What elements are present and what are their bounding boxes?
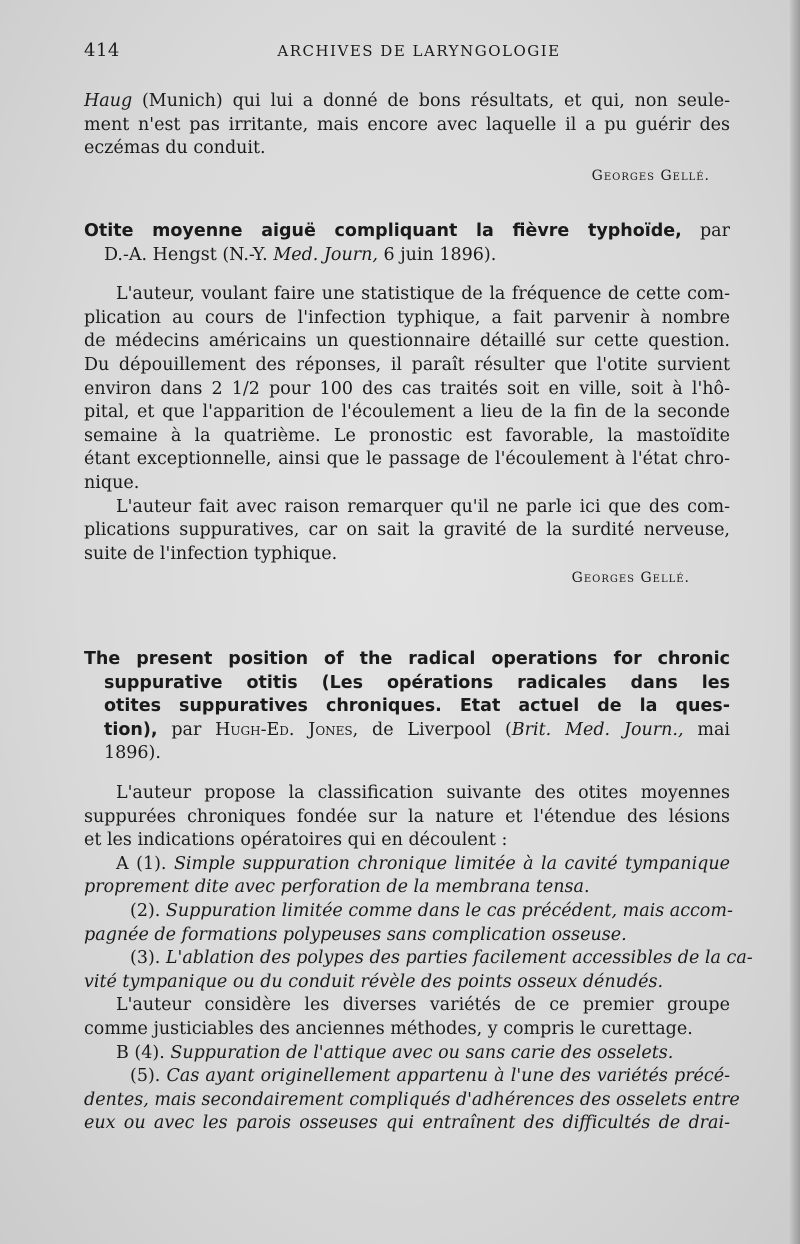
text-line: environ dans 2 1/2 pour 100 des cas traités soit en ville, soit à l'hô- bbox=[84, 378, 730, 399]
text-line: et les indications opératoires qui en découlent : bbox=[84, 830, 508, 851]
text-line: de médecins américains un questionnaire détaillé sur cette question. bbox=[84, 331, 730, 352]
page-number: 414 bbox=[84, 40, 120, 61]
article-radical-operations bbox=[84, 648, 753, 1136]
text-line: nique. bbox=[84, 472, 140, 493]
article-title-line: suppurative otitis (Les opérations radicales dans les bbox=[104, 672, 730, 693]
text-line: semaine à la quatrième. Le pronostic est favorable, la mastoïdite bbox=[84, 425, 730, 446]
previous-review-tail bbox=[84, 90, 730, 188]
page-edge-shadow bbox=[790, 0, 800, 1244]
article-title-line: 1896). bbox=[104, 743, 161, 764]
text-line: Du dépouillement des réponses, il paraît résulter que l'otite survient bbox=[84, 354, 730, 375]
classification-item: (5). Cas ayant originellement appartenu à l'une des variétés précé- bbox=[130, 1066, 730, 1087]
text-line: comme justiciables des anciennes méthodes, y compris le curettage. bbox=[84, 1018, 693, 1039]
text-line: L'auteur, voulant faire une statistique de la fréquence de cette com- bbox=[116, 284, 730, 305]
text-line: suppurées chroniques fondée sur la nature et l'étendue des lésions bbox=[84, 806, 730, 827]
text-line: L'auteur fait avec raison remarquer qu'il ne parle ici que des com- bbox=[116, 496, 730, 517]
text-line: ment n'est pas irritante, mais encore avec laquelle il a pu guérir des bbox=[84, 114, 730, 135]
article-byline: D.-A. Hengst (N.-Y. Med. Journ, 6 juin 1896). bbox=[104, 244, 497, 265]
text-line: plication au cours de l'infection typhique, a fait parvenir à nombre bbox=[84, 307, 730, 328]
article-otite-typhoide bbox=[84, 220, 730, 590]
article-title-line: The present position of the radical operations for chronic bbox=[84, 649, 730, 669]
text-line: vité tympanique ou du conduit révèle des points osseux dénudés. bbox=[84, 971, 664, 992]
classification-item: B (4). Suppuration de l'attique avec ou sans carie des osselets. bbox=[116, 1042, 674, 1063]
author-name: Hugh-Ed. Jones, bbox=[215, 719, 359, 740]
running-head: ARCHIVES DE LARYNGOLOGIE bbox=[277, 42, 561, 60]
article-title-line: otites suppuratives chroniques. Etat actuel de la ques- bbox=[104, 696, 730, 717]
classification-item: A (1). Simple suppuration chronique limitée à la cavité tympanique bbox=[116, 853, 730, 874]
text-line: eux ou avec les parois osseuses qui entraînent des difficultés de drai- bbox=[84, 1113, 730, 1134]
text-line: proprement dite avec perforation de la membrana tensa. bbox=[84, 877, 590, 898]
text-line: L'auteur propose la classification suivante des otites moyennes bbox=[116, 782, 730, 803]
text-line: pagnée de formations polypeuses sans complication osseuse. bbox=[84, 924, 627, 945]
journal-name: Brit. Med. Journ., bbox=[511, 719, 684, 740]
text-line: L'auteur considère les diverses variétés de ce premier groupe bbox=[116, 995, 730, 1016]
signature: Georges Gellé. bbox=[571, 570, 690, 587]
classification-item: (2). Suppuration limitée comme dans le cas précédent, mais accom- bbox=[130, 900, 733, 921]
text-line: pital, et que l'apparition de l'écoulement a lieu de la fin de la seconde bbox=[84, 402, 730, 423]
text-line: dentes, mais secondairement compliqués d'adhérences des osselets entre bbox=[84, 1089, 740, 1110]
text-line: plications suppuratives, car on sait la gravité de la surdité nerveuse, bbox=[84, 520, 730, 541]
classification-item: (3). L'ablation des polypes des parties facilement accessibles de la ca- bbox=[130, 948, 753, 969]
text-line: étant exceptionnelle, ainsi que le passage de l'écoulement à l'état chro- bbox=[84, 449, 730, 470]
text-line: suite de l'infection typhique. bbox=[84, 543, 338, 564]
article-title: Otite moyenne aiguë compliquant la fièvre typhoïde, par bbox=[84, 221, 730, 241]
text-line: eczémas du conduit. bbox=[84, 138, 266, 159]
text-line: Haug (Munich) qui lui a donné de bons résultats, et qui, non seule- bbox=[84, 91, 730, 111]
signature: Georges Gellé. bbox=[591, 167, 710, 184]
article-title-line: tion), par Hugh-Ed. Jones, de Liverpool (Brit. Med. Journ., mai bbox=[104, 719, 730, 740]
page-header bbox=[84, 40, 724, 70]
